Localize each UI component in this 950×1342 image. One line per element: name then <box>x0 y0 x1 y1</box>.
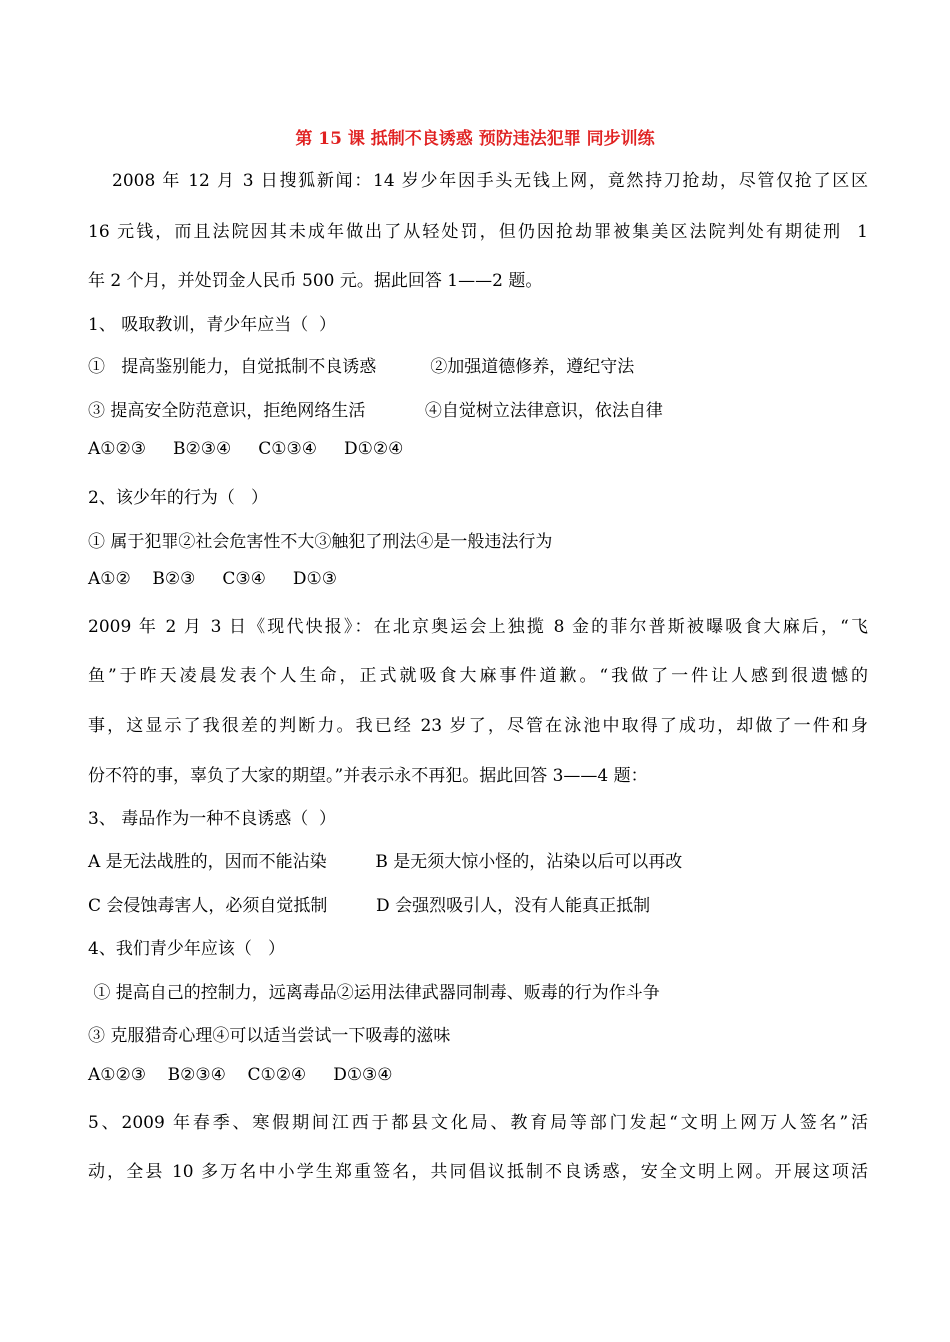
q3-options-line-2: C 会侵蚀毒害人，必须自觉抵制 D 会强烈吸引人，没有人能真正抵制 <box>88 896 651 916</box>
q1-options-line-2: ③ 提高安全防范意识，拒绝网络生活 ④自觉树立法律意识，依法自律 <box>88 401 663 421</box>
intro1-line-1: 2008 年 12 月 3 日搜狐新闻：14 岁少年因手头无钱上网，竟然持刀抢劫，尽管仅抢了区区 <box>112 171 868 191</box>
intro2-line-3: 事，这显示了我很差的判断力。我已经 23 岁了，尽管在泳池中取得了成功，却做了一件和身 <box>88 716 868 736</box>
q1-stem: 1、 吸取教训，青少年应当（ ） <box>88 315 337 335</box>
q2-stem: 2、该少年的行为（ ） <box>88 488 269 508</box>
q4-options-line-2: ③ 克服猎奇心理④可以适当尝试一下吸毒的滋味 <box>88 1026 451 1046</box>
page-title: 第 15 课 抵制不良诱惑 预防违法犯罪 同步训练 <box>295 129 655 149</box>
intro1-line-3: 年 2 个月，并处罚金人民币 500 元。据此回答 1——2 题。 <box>88 271 543 291</box>
q4-choices: A①②③ B②③④ C①②④ D①③④ <box>88 1065 393 1085</box>
q1-choices: A①②③ B②③④ C①③④ D①②④ <box>88 439 404 459</box>
q2-options-line-1: ① 属于犯罪②社会危害性不大③触犯了刑法④是一般违法行为 <box>88 532 553 552</box>
q2-choices: A①② B②③ C③④ D①③ <box>88 569 337 589</box>
intro2-line-1: 2009 年 2 月 3 日《现代快报》：在北京奥运会上独揽 8 金的菲尔普斯被曝吸食大麻后，“飞 <box>88 617 868 637</box>
q5-line-2: 动，全县 10 多万名中小学生郑重签名，共同倡议抵制不良诱惑，安全文明上网。开展这项活 <box>88 1162 868 1182</box>
q3-options-line-1: A 是无法战胜的，因而不能沾染 B 是无须大惊小怪的，沾染以后可以再改 <box>88 852 683 872</box>
q5-line-1: 5、2009 年春季、寒假期间江西于都县文化局、教育局等部门发起“文明上网万人签名”活 <box>88 1113 868 1133</box>
intro1-line-2: 16 元钱，而且法院因其未成年做出了从轻处罚，但仍因抢劫罪被集美区法院判处有期徒刑 1 <box>88 222 868 242</box>
intro2-line-2: 鱼”于昨天凌晨发表个人生命，正式就吸食大麻事件道歉。“我做了一件让人感到很遗憾的 <box>88 666 868 686</box>
q4-stem: 4、我们青少年应该（ ） <box>88 939 286 959</box>
q3-stem: 3、 毒品作为一种不良诱惑（ ） <box>88 809 337 829</box>
q1-options-line-1: ① 提高鉴别能力，自觉抵制不良诱惑 ②加强道德修养，遵纪守法 <box>88 357 635 377</box>
q4-options-line-1: ① 提高自己的控制力，远离毒品②运用法律武器同制毒、贩毒的行为作斗争 <box>88 983 660 1003</box>
intro2-line-4: 份不符的事，辜负了大家的期望。”并表示永不再犯。据此回答 3——4 题： <box>88 766 648 786</box>
